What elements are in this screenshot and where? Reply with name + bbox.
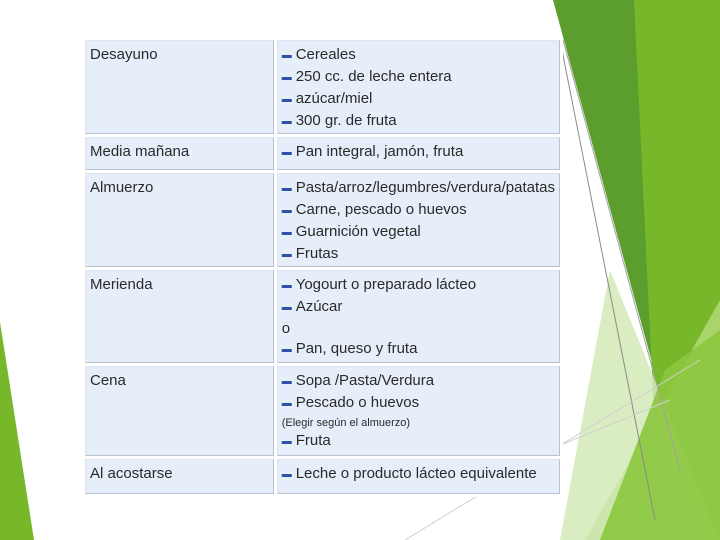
meal-name: Merienda: [90, 276, 153, 293]
food-item: [282, 67, 555, 89]
food-item: [282, 464, 555, 486]
meal-items-cell: [277, 40, 560, 134]
bullet-icon: ▬: [281, 50, 292, 61]
food-item: [282, 297, 555, 319]
meal-items-cell: [277, 270, 560, 363]
food-item-text: Sopa /Pasta/Verdura: [295, 372, 435, 389]
food-item-text: azúcar/miel: [295, 90, 373, 107]
food-item: [282, 275, 555, 297]
bullet-icon: ▬: [281, 249, 292, 260]
food-item: [282, 111, 555, 133]
food-item-text: Frutas: [295, 245, 339, 262]
meal-name: Al acostarse: [90, 465, 173, 482]
food-item: [282, 371, 555, 393]
bullet-icon: ▬: [281, 227, 292, 238]
food-item-text: o: [281, 320, 291, 337]
note-line: [282, 415, 555, 431]
bullet-icon: ▬: [281, 469, 292, 480]
meal-name: Almuerzo: [90, 179, 154, 196]
bullet-icon: ▬: [281, 94, 292, 105]
food-item-text: (Elegir según el almuerzo): [281, 417, 411, 429]
bullet-icon: ▬: [281, 398, 292, 409]
food-item: [282, 222, 555, 244]
bullet-icon: ▬: [281, 205, 292, 216]
food-item: [282, 393, 555, 415]
meal-name: Media mañana: [90, 143, 190, 160]
meal-items-cell: [277, 459, 560, 494]
food-item: [282, 431, 555, 453]
meal-name-cell: [85, 366, 274, 456]
food-item: [282, 45, 555, 67]
food-item-text: 250 cc. de leche entera: [295, 68, 452, 85]
food-item-text: 300 gr. de fruta: [295, 112, 397, 129]
meal-items-cell: [277, 137, 560, 170]
meal-name-cell: [85, 270, 274, 363]
bullet-icon: ▬: [281, 72, 292, 83]
food-item: [282, 244, 555, 266]
food-item: [282, 142, 555, 164]
meal-items-cell: [277, 173, 560, 267]
food-item: [282, 178, 555, 200]
food-item-text: Pan, queso y fruta: [295, 340, 418, 357]
table-row: [85, 173, 560, 267]
bullet-icon: ▬: [281, 344, 292, 355]
meal-items-cell: [277, 366, 560, 456]
bullet-icon: ▬: [281, 302, 292, 313]
meal-name-cell: [85, 40, 274, 134]
bullet-icon: ▬: [281, 147, 292, 158]
food-item: [282, 200, 555, 222]
meal-name: Cena: [90, 372, 126, 389]
meal-name-cell: [85, 173, 274, 267]
meal-plan-table-body: [85, 40, 560, 494]
table-row: [85, 366, 560, 456]
food-item-text: Pasta/arroz/legumbres/verdura/patatas: [295, 179, 555, 196]
meal-name: Desayuno: [90, 46, 158, 63]
food-item-text: Leche o producto lácteo equivalente: [295, 465, 537, 482]
table-row: [85, 459, 560, 494]
food-item-text: Azúcar: [295, 298, 343, 315]
food-item-text: Guarnición vegetal: [295, 223, 421, 240]
food-item-text: Cereales: [295, 46, 356, 63]
left-green-triangle: [0, 322, 34, 540]
meal-name-cell: [85, 137, 274, 170]
food-item-text: Fruta: [295, 432, 331, 449]
table-row: [85, 270, 560, 363]
food-item-text: Carne, pescado o huevos: [295, 201, 467, 218]
food-item: [282, 319, 555, 339]
food-item: [282, 89, 555, 111]
food-item-text: Pan integral, jamón, fruta: [295, 143, 464, 160]
bullet-icon: ▬: [281, 376, 292, 387]
bullet-icon: ▬: [281, 436, 292, 447]
table-row: [85, 137, 560, 170]
table-row: [85, 40, 560, 134]
food-item-text: Pescado o huevos: [295, 394, 420, 411]
bullet-icon: ▬: [281, 280, 292, 291]
meal-name-cell: [85, 459, 274, 494]
bullet-icon: ▬: [281, 183, 292, 194]
meal-plan-table: [82, 37, 563, 497]
food-item-text: Yogourt o preparado lácteo: [295, 276, 477, 293]
bullet-icon: ▬: [281, 116, 292, 127]
food-item: [282, 339, 555, 361]
